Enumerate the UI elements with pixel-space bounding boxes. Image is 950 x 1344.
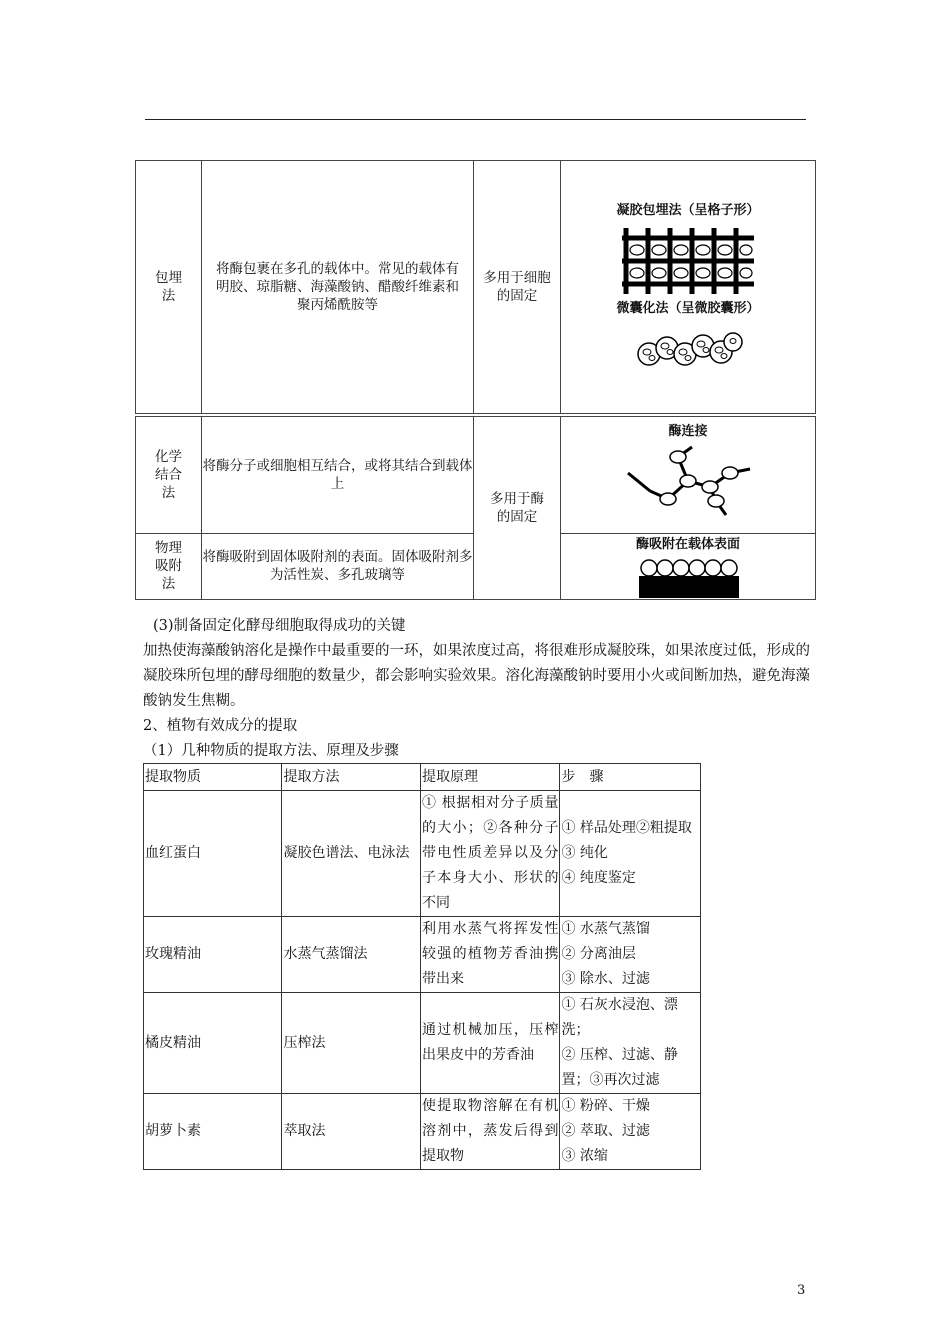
figure-cell [561, 533, 816, 599]
substance-cell: 胡萝卜素 [144, 1094, 282, 1170]
sub-heading-1: （1）几种物质的提取方法、原理及步骤 [143, 743, 399, 759]
step-item: ① 水蒸气蒸馏 [561, 921, 650, 937]
method-cell: 物理吸附法 [136, 533, 202, 599]
table-row [144, 917, 701, 993]
method-cell: 凝胶色谱法、电泳法 [282, 791, 420, 917]
use-cell: 多用于酶的固定 [474, 417, 561, 600]
steps-cell [560, 993, 701, 1094]
step-item: ② 压榨、过滤、静置；③再次过滤 [561, 1047, 678, 1088]
method-cell: 萃取法 [282, 1094, 420, 1170]
table-row [144, 993, 701, 1094]
substance-cell: 血红蛋白 [144, 791, 282, 917]
column-header: 步 骤 [560, 764, 701, 791]
description-cell: 将酶包裹在多孔的载体中。常见的载体有明胶、琼脂糖、海藻酸钠、醋酸纤维素和聚丙烯酰胺等 [202, 161, 474, 414]
method-cell: 水蒸气蒸馏法 [282, 917, 420, 993]
principle-cell: 通过机械加压，压榨出果皮中的芳香油 [420, 993, 560, 1094]
step-item: ① 样品处理②粗提取 [561, 820, 692, 836]
column-header: 提取物质 [144, 764, 282, 791]
page-number: 3 [797, 1283, 806, 1298]
principle-cell: 使提取物溶解在有机溶剂中，蒸发后得到提取物 [420, 1094, 560, 1170]
steps-cell [560, 791, 701, 917]
table-row [144, 791, 701, 917]
microcapsule-figure [633, 324, 743, 374]
figure-cell [561, 161, 816, 414]
column-header: 提取原理 [420, 764, 560, 791]
adsorption-figure [633, 556, 743, 598]
enzyme-linkage-figure [618, 441, 758, 519]
table-header-row [144, 764, 701, 791]
section-heading-2: 2、植物有效成分的提取 [143, 718, 298, 734]
gel-grid-figure [618, 226, 758, 296]
step-item: ① 粉碎、干燥 [561, 1098, 650, 1114]
use-cell: 多用于细胞的固定 [474, 161, 561, 414]
step-item: ③ 纯化 [561, 845, 608, 861]
table-row [136, 161, 816, 414]
figure-cell [561, 417, 816, 534]
enzyme-immobilization-table [135, 160, 816, 414]
substance-cell: 橘皮精油 [144, 993, 282, 1094]
figure-title: 酶吸附在载体表面 [635, 536, 740, 552]
figure-title: 凝胶包埋法（呈格子形） [616, 203, 760, 218]
enzyme-immobilization-table-lower [135, 416, 816, 600]
principle-cell: 利用水蒸气将挥发性较强的植物芳香油携带出来 [420, 917, 560, 993]
description-cell: 将酶分子或细胞相互结合，或将其结合到载体上 [202, 417, 474, 534]
steps-cell [560, 1094, 701, 1170]
step-item: ② 萃取、过滤 [561, 1123, 650, 1139]
step-item: ③ 除水、过滤 [561, 971, 650, 987]
steps-cell [560, 917, 701, 993]
step-item: ② 分离油层 [561, 946, 636, 962]
body-text [143, 614, 811, 764]
table-row [144, 1094, 701, 1170]
column-header: 提取方法 [282, 764, 420, 791]
method-cell: 包埋法 [136, 161, 202, 414]
section-3-body: 加热使海藻酸钠溶化是操作中最重要的一环，如果浓度过高，将很难形成凝胶珠，如果浓度过低，形成的凝胶珠所包埋的酵母细胞的数量少，都会影响实验效果。溶化海藻酸钠时要用小火或间断加热，避免海藻酸钠发生焦糊。 [143, 643, 810, 709]
step-item: ③ 浓缩 [561, 1148, 608, 1164]
section-3-heading: (3)制备固定化酵母细胞取得成功的关键 [153, 618, 406, 634]
extraction-table [143, 763, 701, 1170]
description-cell: 将酶吸附到固体吸附剂的表面。固体吸附剂多为活性炭、多孔玻璃等 [202, 533, 474, 599]
step-item: ④ 纯度鉴定 [561, 870, 636, 886]
substance-cell: 玫瑰精油 [144, 917, 282, 993]
step-item: ① 石灰水浸泡、漂洗； [561, 997, 678, 1038]
method-cell: 压榨法 [282, 993, 420, 1094]
method-cell: 化学结合法 [136, 417, 202, 534]
header-rule [145, 119, 806, 120]
figure-title: 酶连接 [668, 424, 708, 439]
principle-cell: ① 根据相对分子质量的大小；②各种分子带电性质差异以及分子本身大小、形状的不同 [420, 791, 560, 917]
table-row [136, 417, 816, 534]
figure-title: 微囊化法（呈微胶囊形） [616, 301, 760, 316]
